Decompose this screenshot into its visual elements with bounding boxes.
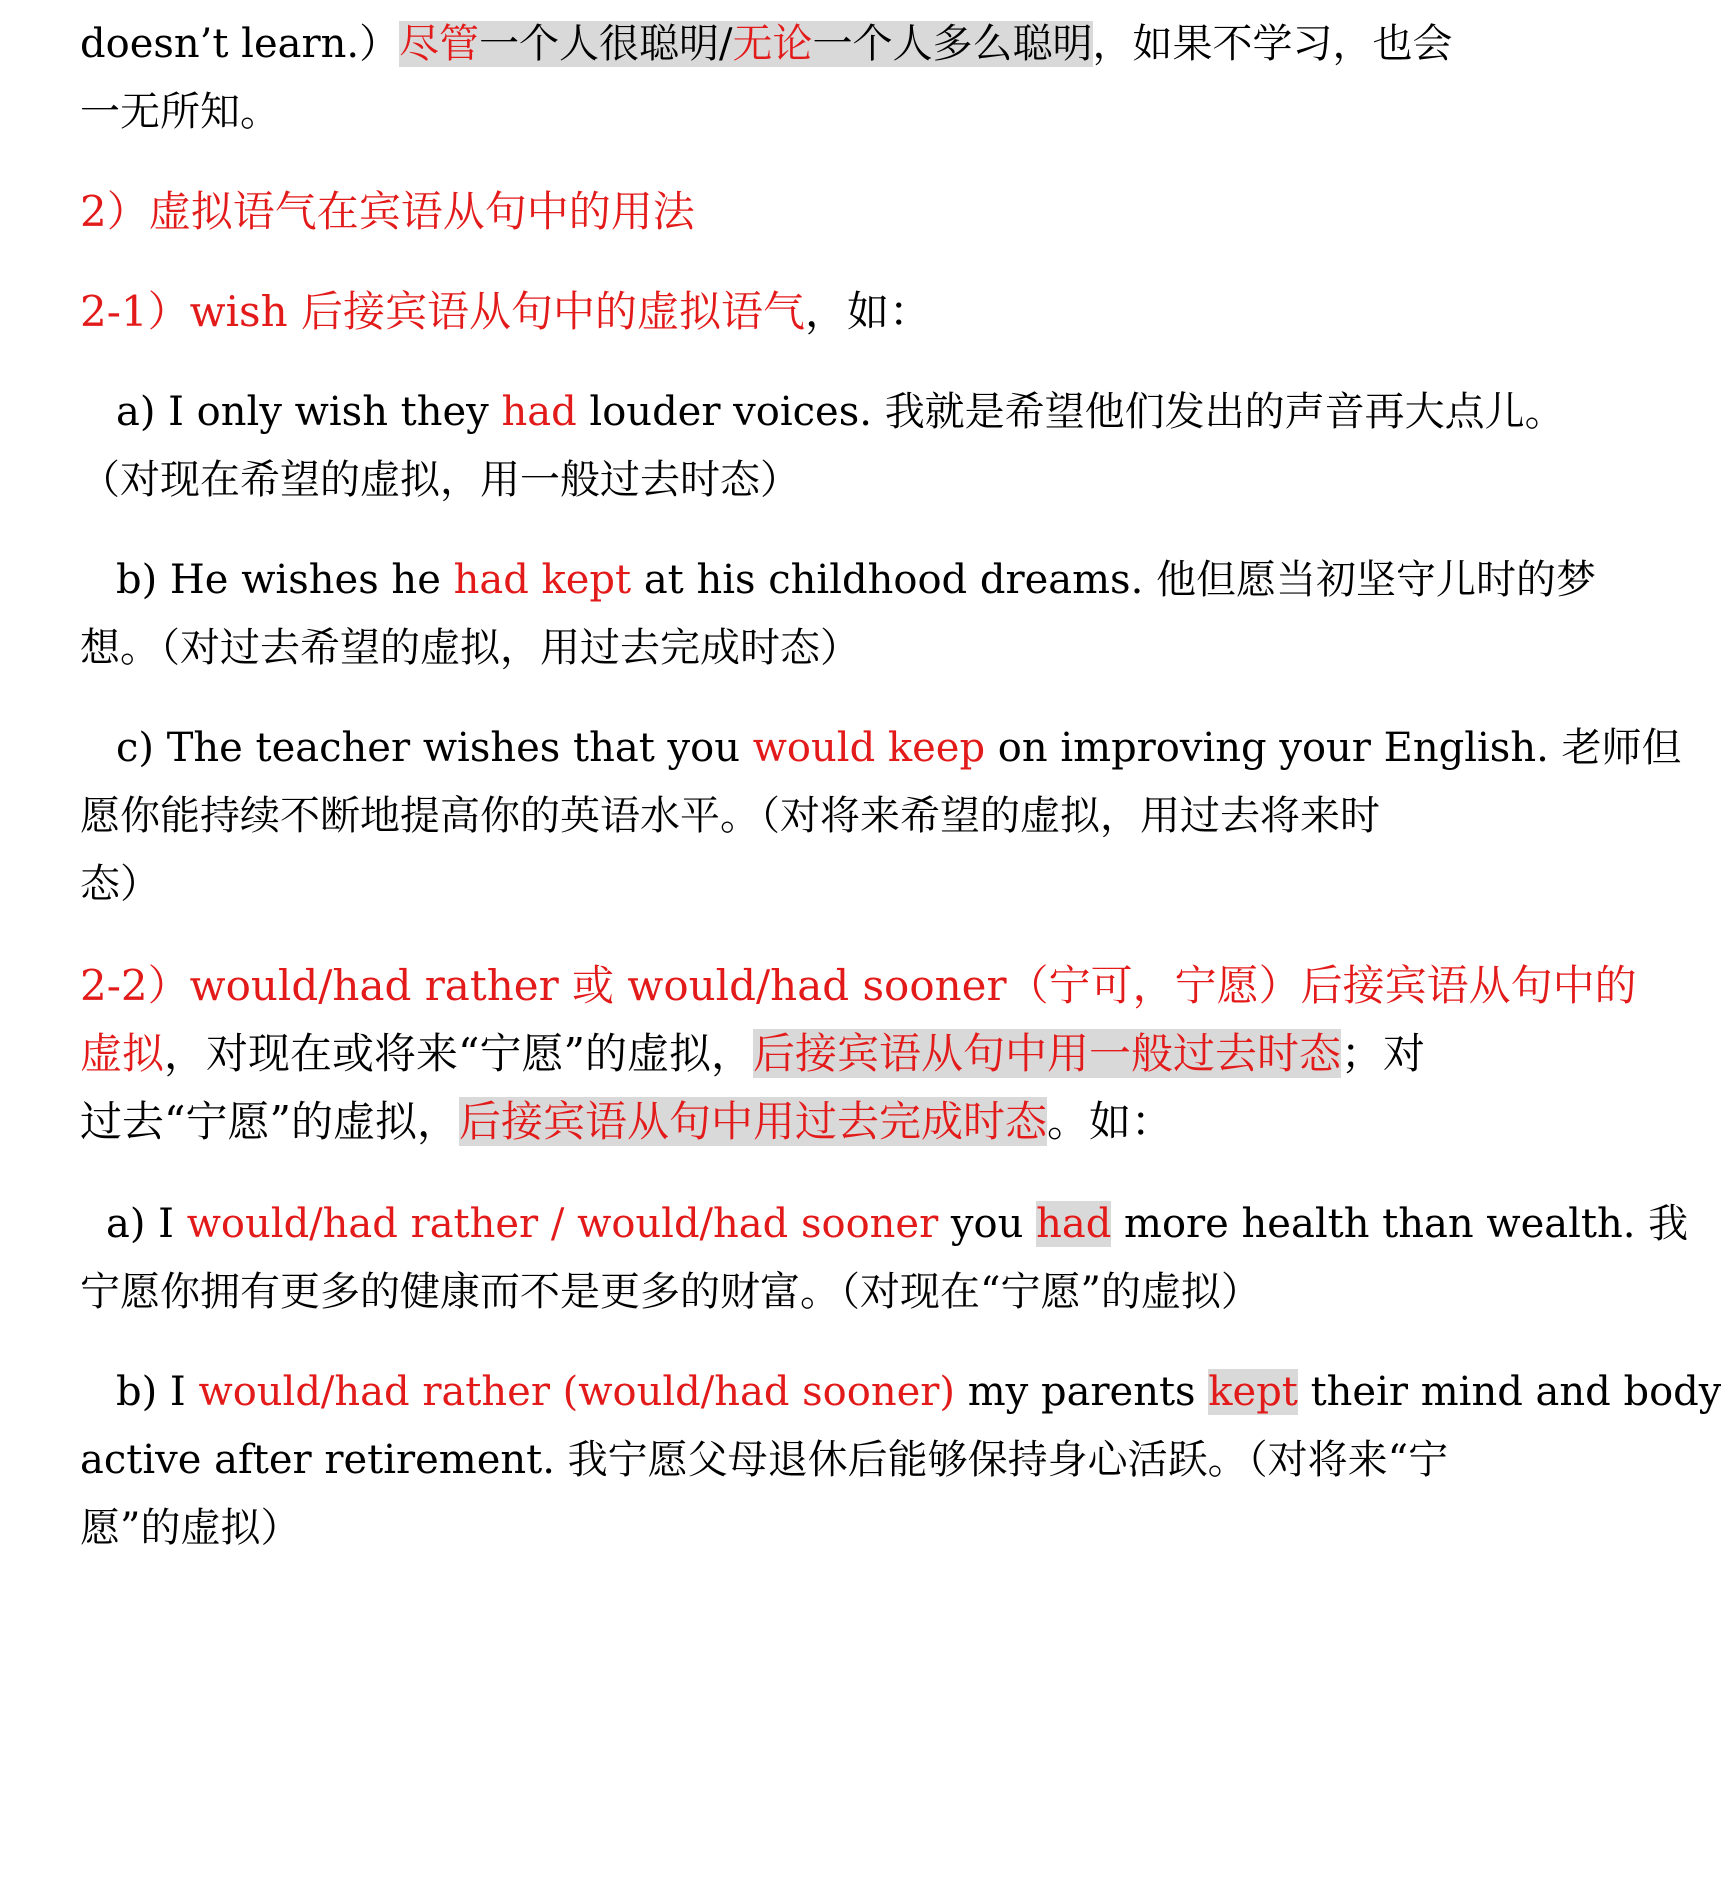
text-run: my parents (955, 1369, 1209, 1415)
highlighted-verb: kept (1208, 1369, 1298, 1415)
verb-phrase: would/had rather (would/had sooner) (198, 1369, 955, 1415)
subsection-heading: 2-2）would/had rather 或 would/had sooner（宁可，宁愿）后接宾语从句中的 (80, 961, 1637, 1010)
text-run: more health than wealth. 我 (1111, 1201, 1689, 1247)
text-run: 一个人很聪明/ (479, 21, 733, 67)
text-run: you (938, 1201, 1037, 1247)
text-run: a) I (106, 1201, 187, 1247)
text-run: a) I only wish they (116, 389, 502, 435)
subsection-heading (80, 282, 931, 342)
verb-phrase: would/had rather / would/had sooner (186, 1201, 939, 1247)
subsection-title: 虚拟 (80, 1029, 165, 1078)
text-line (80, 82, 280, 142)
subsection-title: 2-1）wish 后接宾语从句中的虚拟语气 (80, 287, 805, 336)
text-run: c) The teacher wishes that you (116, 725, 753, 771)
example-note: 态） (80, 861, 160, 907)
keyword-concessive: 尽管 (399, 21, 480, 67)
example-line (106, 1194, 1688, 1254)
text-run: 过去“宁愿”的虚拟， (80, 1097, 459, 1146)
text-run: on improving your English. 老师但 (985, 725, 1682, 771)
section-heading: 2）虚拟语气在宾语从句中的用法 (80, 187, 695, 236)
example-line (116, 1362, 1721, 1422)
example-note: 愿你能持续不断地提高你的英语水平。（对将来希望的虚拟，用过去将来时 (80, 793, 1380, 839)
text-run: ，如： (804, 287, 931, 336)
text-run: their mind and body (1297, 1369, 1721, 1415)
highlighted-rule: 后接宾语从句中用一般过去时态 (752, 1029, 1341, 1078)
example-note: active after retirement. 我宁愿父母退休后能够保持身心活跃。（对将来“宁 (80, 1437, 1449, 1483)
example-note: 愿”的虚拟） (80, 1505, 301, 1551)
text-run: at his childhood dreams. 他但愿当初坚守儿时的梦 (631, 557, 1596, 603)
example-line (116, 718, 1682, 778)
text-run: doesn’t learn.） (80, 21, 400, 67)
keyword-concessive: 无论 (732, 21, 813, 67)
example-note: 宁愿你拥有更多的健康而不是更多的财富。（对现在“宁愿”的虚拟） (80, 1269, 1261, 1315)
text-run: 一无所知。 (80, 89, 280, 135)
text-line (80, 14, 1453, 74)
highlighted-phrase (399, 21, 1092, 67)
text-run: ；对 (1340, 1029, 1425, 1078)
text-run: 。如： (1046, 1097, 1173, 1146)
example-line (116, 382, 1565, 442)
verb-form: had kept (453, 557, 632, 603)
verb-form: would keep (752, 725, 986, 771)
text-run: b) I (116, 1369, 199, 1415)
text-run: ，如果不学习，也会 (1092, 21, 1453, 67)
highlighted-rule: 后接宾语从句中用过去完成时态 (458, 1097, 1047, 1146)
text-run: ，对现在或将来“宁愿”的虚拟， (164, 1029, 753, 1078)
text-line (80, 1024, 1425, 1084)
highlighted-verb: had (1036, 1201, 1112, 1247)
text-line (80, 1092, 1173, 1152)
example-line (116, 550, 1596, 610)
example-note: （对现在希望的虚拟，用一般过去时态） (80, 457, 800, 503)
example-note: 想。（对过去希望的虚拟，用过去完成时态） (80, 625, 860, 671)
text-run: 一个人多么聪明 (812, 21, 1093, 67)
text-run: louder voices. 我就是希望他们发出的声音再大点儿。 (576, 389, 1565, 435)
verb-form: had (501, 389, 577, 435)
text-run: b) He wishes he (116, 557, 454, 603)
